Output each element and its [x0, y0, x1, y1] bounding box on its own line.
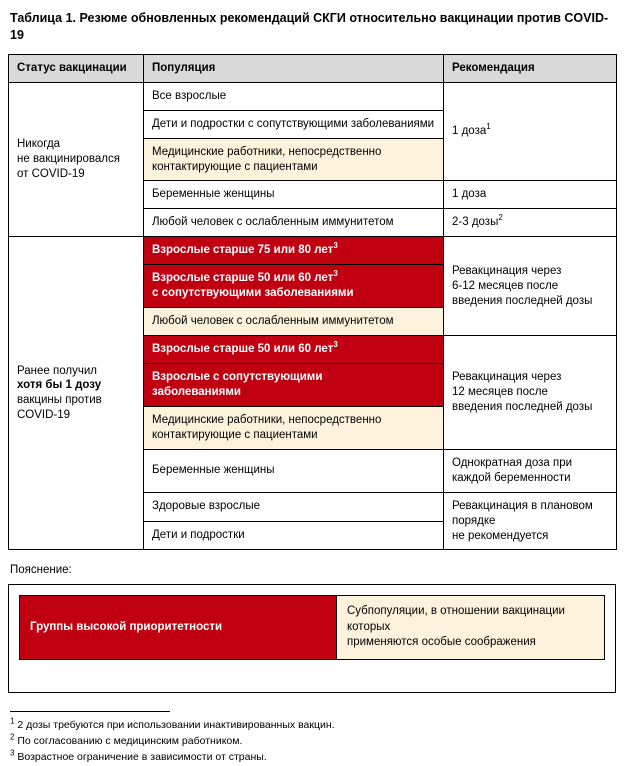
population-cell: Беременные женщины: [144, 181, 444, 209]
footnote-2: [10, 734, 614, 749]
footnote-marker: 1: [10, 716, 15, 726]
status-line-2: не вакцинировался: [17, 153, 120, 166]
population-cell: [144, 265, 444, 308]
status-line-3: вакцины против: [17, 394, 102, 407]
table-row: [9, 237, 617, 265]
recommendation-line-2: 6-12 месяцев после: [452, 279, 559, 292]
table-body: [9, 82, 617, 550]
footnotes: [8, 711, 616, 766]
recommendations-table: [8, 54, 617, 551]
population-cell: Здоровые взрослые: [144, 492, 444, 521]
footnote-1: [10, 718, 614, 733]
footnote-text: По согласованию с медицинским работником.: [17, 735, 243, 748]
status-cell-never-vaccinated: [9, 82, 144, 237]
recommendation-line-3: введения последней дозы: [452, 294, 593, 307]
recommendation-line-2: порядке: [452, 514, 496, 527]
footnote-text: 2 дозы требуются при использовании инактивированных вакцин.: [17, 718, 335, 731]
legend-high-priority: Группы высокой приоритетности: [20, 596, 337, 660]
legend-box: [8, 584, 616, 693]
footnote-ref: 2: [498, 213, 503, 223]
recommendation-cell: [444, 237, 617, 336]
recommendation-text: 2-3 дозы: [452, 216, 499, 229]
population-cell: Медицинские работники, непосредственно контактирующие с пациентами: [144, 138, 444, 181]
population-cell: Любой человек с ослабленным иммунитетом: [144, 209, 444, 237]
population-cell: Медицинские работники, непосредственно контактирующие с пациентами: [144, 406, 444, 449]
footnote-text: Возрастное ограничение в зависимости от страны.: [17, 751, 267, 764]
status-line-4: COVID-19: [17, 409, 71, 422]
population-cell: Беременные женщины: [144, 449, 444, 492]
legend-special-considerations: [337, 596, 605, 660]
legend-label: Пояснение:: [10, 564, 72, 577]
footnote-marker: 3: [10, 748, 15, 758]
table-header: [9, 54, 617, 82]
population-text: Взрослые с сопутствующими: [152, 371, 323, 383]
recommendation-line-1: Ревакцинация через: [452, 371, 562, 383]
recommendation-line-3: не рекомендуется: [452, 529, 549, 542]
footnote-ref: 3: [333, 241, 338, 251]
recommendation-cell: [444, 492, 617, 550]
status-line-1: Ранее получил: [17, 364, 97, 377]
recommendation-line-1: Однократная доза при: [452, 456, 573, 469]
population-text: Взрослые старше 75 или 80 лет: [152, 244, 334, 257]
recommendation-line-1: Ревакцинация через: [452, 264, 562, 277]
recommendation-line-2: каждой беременности: [452, 471, 571, 484]
table-row: [9, 82, 617, 110]
footnote-marker: 2: [10, 732, 15, 742]
footnote-divider: [10, 711, 170, 712]
legend-row: [20, 596, 605, 660]
legend-line-1: Субпопуляции, в отношении вакцинации которых: [347, 605, 565, 633]
population-cell: Дети и подростки с сопутствующими заболеваниями: [144, 110, 444, 138]
recommendation-line-2: 12 месяцев после: [452, 385, 548, 398]
population-cell: Дети и подростки: [144, 521, 444, 550]
status-line-1: Никогда: [17, 138, 61, 151]
footnote-ref: 1: [486, 122, 491, 132]
status-cell-previously-vaccinated: [9, 237, 144, 550]
page-title: Таблица 1. Резюме обновленных рекомендаций СКГИ относительно вакцинации против COVID-19: [10, 11, 609, 42]
status-line-2: хотя бы 1 дозу: [17, 379, 102, 392]
recommendation-cell: 1 доза: [444, 181, 617, 209]
recommendation-text: 1 доза: [452, 125, 487, 138]
header-population: Популяция: [144, 54, 444, 82]
legend-spacer: [19, 660, 605, 682]
recommendation-cell: [444, 209, 617, 237]
population-cell: Любой человек с ослабленным иммунитетом: [144, 308, 444, 336]
population-text: Взрослые старше 50 или 60 лет: [152, 343, 334, 356]
legend-line-2: применяются особые соображения: [347, 636, 536, 649]
header-status: Статус вакцинации: [9, 54, 144, 82]
population-text: Взрослые старше 50 или 60 лет: [152, 272, 334, 285]
population-cell: [144, 336, 444, 364]
footnote-ref: 3: [333, 269, 338, 279]
header-recommendation: Рекомендация: [444, 54, 617, 82]
footnote-ref: 3: [333, 340, 338, 350]
footnote-3: [10, 750, 614, 765]
status-line-3: от COVID-19: [17, 167, 85, 180]
population-cell: Все взрослые: [144, 82, 444, 110]
population-cell: [144, 364, 444, 407]
population-cell: [144, 237, 444, 265]
recommendation-cell: [444, 449, 617, 492]
population-text-2: заболеваниями: [152, 385, 241, 398]
legend-table: [19, 595, 605, 660]
recommendation-cell: [444, 336, 617, 450]
recommendation-line-1: Ревакцинация в плановом: [452, 499, 593, 512]
recommendation-line-3: введения последней дозы: [452, 400, 593, 413]
recommendation-cell: [444, 82, 617, 181]
population-text-2: с сопутствующими заболеваниями: [152, 287, 354, 300]
